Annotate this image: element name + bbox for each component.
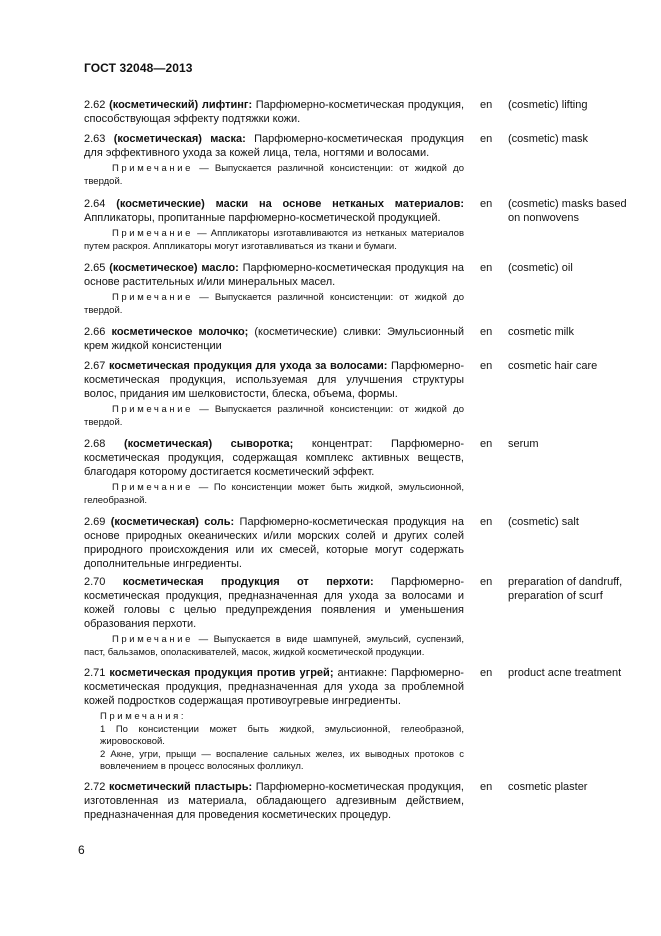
entry-number: 2.71 [84,667,106,679]
term-entry-2-66 [84,325,575,353]
lang-code: en [480,576,493,588]
note-item-1: 1 По консистенции может быть жидкой, эмульсионной, гелеобразной, жировосковой. [100,723,464,747]
english-equivalent: cosmetic plaster [508,781,588,793]
entry-term: (косметическая) соль: [110,516,235,528]
document-title: ГОСТ 32048—2013 [84,61,193,75]
note-item-2: 2 Акне, угри, прыщи — воспаление сальных желез, их выводных протоков с вовлечением в процесс волосяных фолликул. [100,748,464,772]
note-label: Примечание [112,404,193,415]
entry-definition [84,98,464,126]
entry-number: 2.63 [84,133,106,145]
entry-definition [84,666,464,708]
entry-text: Парфюмерно-косметическая продукция для эффективного ухода за кожей лица, тела, ногтями и волосами. [84,133,464,159]
term-entry-2-72 [84,780,588,822]
entry-term: (косметические) маски на основе нетканых материалов: [116,198,464,210]
lang-code: en [480,133,493,145]
entry-text: Парфюмерно-косметическая продукция, изготовленная из материала, обладающего адгезивным действием, предназначенная для проведения косметических процедур. [84,781,464,821]
english-equivalent: (cosmetic) lifting [508,99,588,111]
entry-text: Аппликаторы, пропитанные парфюмерно-косметической продукцией. [84,212,441,224]
english-equivalent: (cosmetic) oil [508,262,573,274]
lang-code: en [480,781,493,793]
english-equivalent: (cosmetic) masks based on nonwovens [508,198,627,224]
entry-text: Парфюмерно-косметическая продукция, способствующая эффекту подтяжки кожи. [84,99,465,125]
entry-number: 2.67 [84,360,106,372]
term-entry-2-63 [84,132,589,188]
english-equivalent: (cosmetic) salt [508,516,579,528]
entry-term: (косметическое) масло: [109,262,239,274]
entry-definition [84,261,464,289]
entry-term: (косметическая) сыворотка; [123,438,294,450]
term-entry-2-71 [84,666,622,774]
entry-definition [84,132,464,160]
note-text: — Выпускается различной консистенции: от жидкой до твердой. [84,163,464,187]
entry-definition [84,575,464,631]
note-text: — По консистенции может быть жидкой, эмульсионной, гелеобразной. [84,482,465,506]
entry-definition [84,437,464,479]
term-entry-2-62 [84,98,588,126]
notes-label: Примечания [100,711,181,722]
entry-number: 2.70 [84,576,106,588]
entry-text: Парфюмерно-косметическая продукция на основе природных океанических и/или морских солей и других солей природного происхождения или их смесей, которые могут содержать дополнительные ингредиенты. [84,516,464,570]
term-entry-2-67 [84,359,598,429]
note-label: Примечание [112,228,193,239]
entry-definition [84,515,464,571]
entry-text: Парфюмерно-косметическая продукция, используемая для улучшения структуры волос, придания им шелковистости, блеска, объема, формы. [84,360,464,400]
english-equivalent: cosmetic hair care [508,360,598,372]
term-entry-2-69 [84,515,579,571]
entry-term: (косметическая) маска: [113,133,246,145]
entry-note [84,228,464,253]
english-equivalent: serum [508,438,539,450]
lang-code: en [480,516,493,528]
entry-definition [84,197,464,225]
lang-code: en [480,198,493,210]
entry-definition [84,780,464,822]
entry-number: 2.69 [84,516,106,528]
lang-code: en [480,667,493,679]
note-text: — Аппликаторы изготавливаются из нетканых материалов путем раскроя. Аппликаторы могут изготавливаться из ткани и бумаги. [84,228,465,252]
term-entry-2-68 [84,437,539,507]
entry-number: 2.68 [84,438,106,450]
english-equivalent: product acne treatment [508,667,622,679]
lang-code: en [480,326,493,338]
entry-number: 2.62 [84,99,106,111]
entry-number: 2.65 [84,262,106,274]
note-text: — Выпускается различной консистенции: от жидкой до твердой. [84,292,464,316]
entry-text: антиакне: Парфюмерно-косметическая продукция, предназначенная для ухода за проблемной кожей подростков содержащая противоугревые ингредиенты. [84,667,464,707]
entry-note [84,634,464,659]
note-label: Примечание [112,634,193,645]
term-entry-2-70 [84,575,623,659]
entry-note [84,292,464,317]
entry-term: косметический пластырь: [109,781,253,793]
lang-code: en [480,438,493,450]
entry-text: (косметические) сливки: Эмульсионный крем жидкой консистенции [84,326,464,352]
lang-code: en [480,360,493,372]
note-text: — Выпускается различной консистенции: от жидкой до твердой. [84,404,464,428]
entry-definition [84,359,464,401]
entry-notes: Примечания: 1 По консистенции может быть жидкой, эмульсионной, гелеобразной, жировосковой. 2 Акне, угри, прыщи — воспаление сальных желез, их выводных протоков с вовлечением в процесс волосяных фолликул. [84,711,464,774]
entry-text: концентрат: Парфюмерно-косметическая продукция, содержащая комплекс активных веществ, благодаря которому достигается косметический эффект. [84,438,464,478]
note-label: Примечание [112,482,193,493]
entry-number: 2.64 [84,198,106,210]
entry-term: (косметический) лифтинг: [109,99,253,111]
entry-term: косметическая продукция против угрей; [109,667,334,679]
english-equivalent: (cosmetic) mask [508,133,589,145]
page-number: 6 [78,843,85,857]
entry-definition [84,325,464,353]
english-equivalent: preparation of dandruff, preparation of scurf [508,576,623,602]
entry-term: косметическое молочко; [111,326,249,338]
entry-term: косметическая продукция от перхоти: [122,576,374,588]
note-text: — Выпускается в виде шампуней, эмульсий, суспензий, паст, бальзамов, ополаскивателей, масок, жидкой косметической продукции. [84,634,465,658]
entry-text: Парфюмерно-косметическая продукция на основе растительных и/или минеральных масел. [84,262,465,288]
note-label: Примечание [112,292,193,303]
entry-text: Парфюмерно-косметическая продукция, предназначенная для ухода за волосами и кожей головы с целью предупреждения появления и уменьшения образования перхоти. [84,576,464,630]
lang-code: en [480,262,493,274]
term-entry-2-65 [84,261,573,317]
entry-term: косметическая продукция для ухода за волосами: [109,360,388,372]
entry-note [84,482,464,507]
lang-code: en [480,99,493,111]
entry-number: 2.72 [84,781,106,793]
entry-number: 2.66 [84,326,106,338]
entry-note [84,163,464,188]
term-entry-2-64 [84,197,627,253]
english-equivalent: cosmetic milk [508,326,575,338]
entry-note [84,404,464,429]
note-label: Примечание [112,163,193,174]
